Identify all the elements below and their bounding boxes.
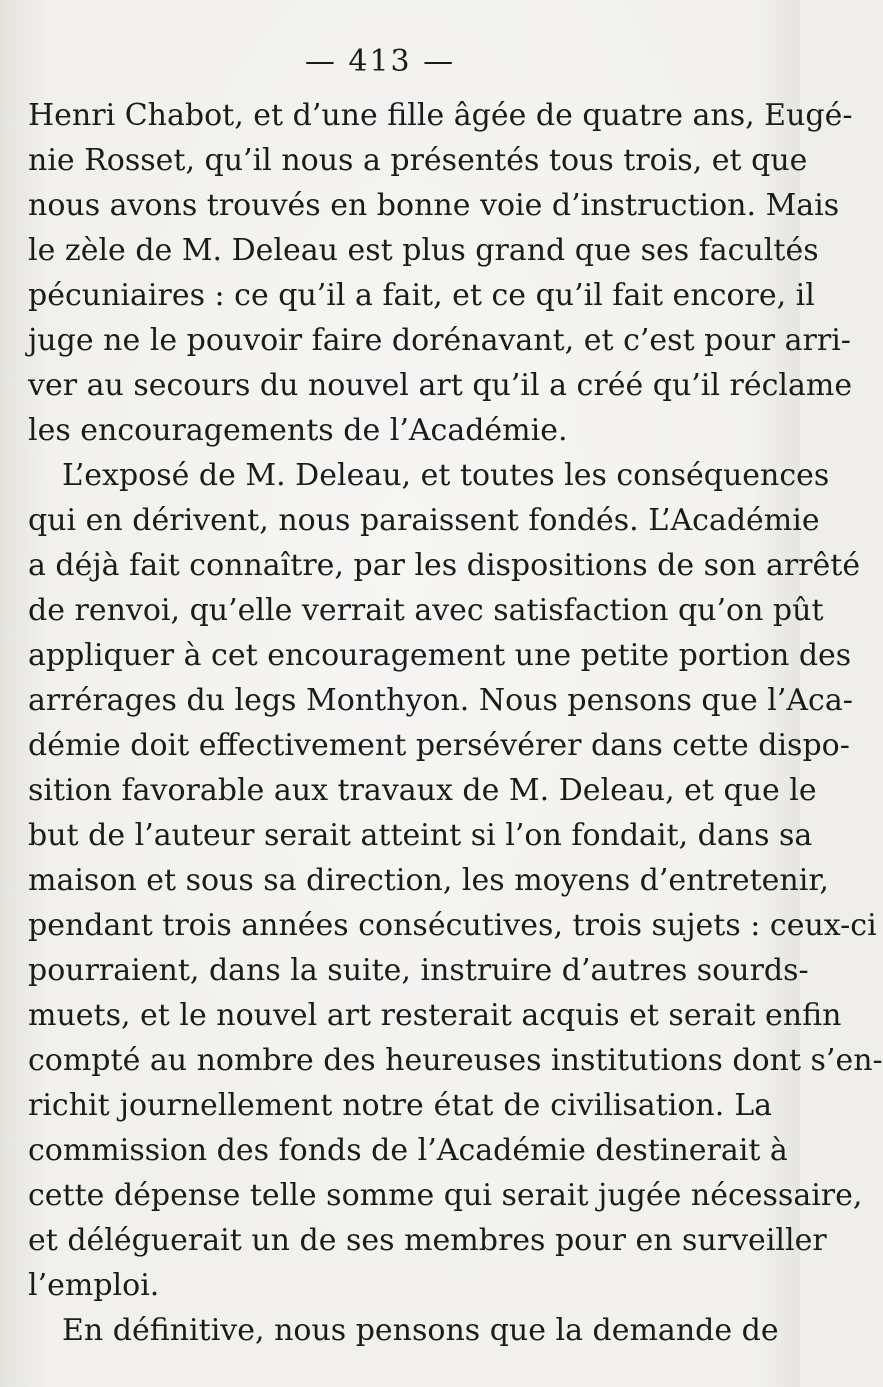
text-line: sition favorable aux travaux de M. Deleau, et que le — [28, 773, 817, 808]
page-number: — 413 — — [304, 44, 456, 79]
text-line: a déjà fait connaître, par les dispositions de son arrêté — [28, 548, 861, 583]
text-line: ver au secours du nouvel art qu’il a créé qu’il réclame — [28, 368, 853, 403]
text-line: le zèle de M. Deleau est plus grand que ses facultés — [28, 233, 819, 268]
text-line: pendant trois années consécutives, trois sujets : ceux-ci — [28, 908, 877, 943]
text-line: arrérages du legs Monthyon. Nous pensons que l’Aca- — [28, 683, 853, 718]
text-line: compté au nombre des heureuses institutions dont s’en- — [28, 1043, 883, 1078]
text-line: maison et sous sa direction, les moyens d’entretenir, — [28, 863, 829, 898]
text-line: nous avons trouvés en bonne voie d’instruction. Mais — [28, 188, 840, 223]
text-line: les encouragements de l’Académie. — [28, 413, 568, 448]
text-line: de renvoi, qu’elle verrait avec satisfaction qu’on pût — [28, 593, 824, 628]
text-line: démie doit effectivement persévérer dans cette dispo- — [28, 728, 850, 763]
text-line: En définitive, nous pensons que la demande de — [62, 1313, 779, 1348]
text-line: commission des fonds de l’Académie destinerait à — [28, 1133, 788, 1168]
text-line: but de l’auteur serait atteint si l’on fondait, dans sa — [28, 818, 813, 853]
text-line: l’emploi. — [28, 1268, 160, 1303]
text-line: pourraient, dans la suite, instruire d’autres sourds- — [28, 953, 809, 988]
text-line: muets, et le nouvel art resterait acquis et serait enfin — [28, 998, 842, 1033]
text-line: et déléguerait un de ses membres pour en surveiller — [28, 1223, 827, 1258]
text-line: nie Rosset, qu’il nous a présentés tous trois, et que — [28, 143, 808, 178]
text-line: appliquer à cet encouragement une petite portion des — [28, 638, 852, 673]
text-line: juge ne le pouvoir faire dorénavant, et c’est pour arri- — [28, 323, 851, 358]
text-line: pécuniaires : ce qu’il a fait, et ce qu’il fait encore, il — [28, 278, 815, 313]
text-line: L’exposé de M. Deleau, et toutes les conséquences — [62, 458, 830, 493]
text-line: qui en dérivent, nous paraissent fondés. L’Académie — [28, 503, 820, 538]
text-line: cette dépense telle somme qui serait jugée nécessaire, — [28, 1178, 863, 1213]
text-line: Henri Chabot, et d’une fille âgée de quatre ans, Eugé- — [28, 98, 853, 133]
text-line: richit journellement notre état de civilisation. La — [28, 1088, 772, 1123]
